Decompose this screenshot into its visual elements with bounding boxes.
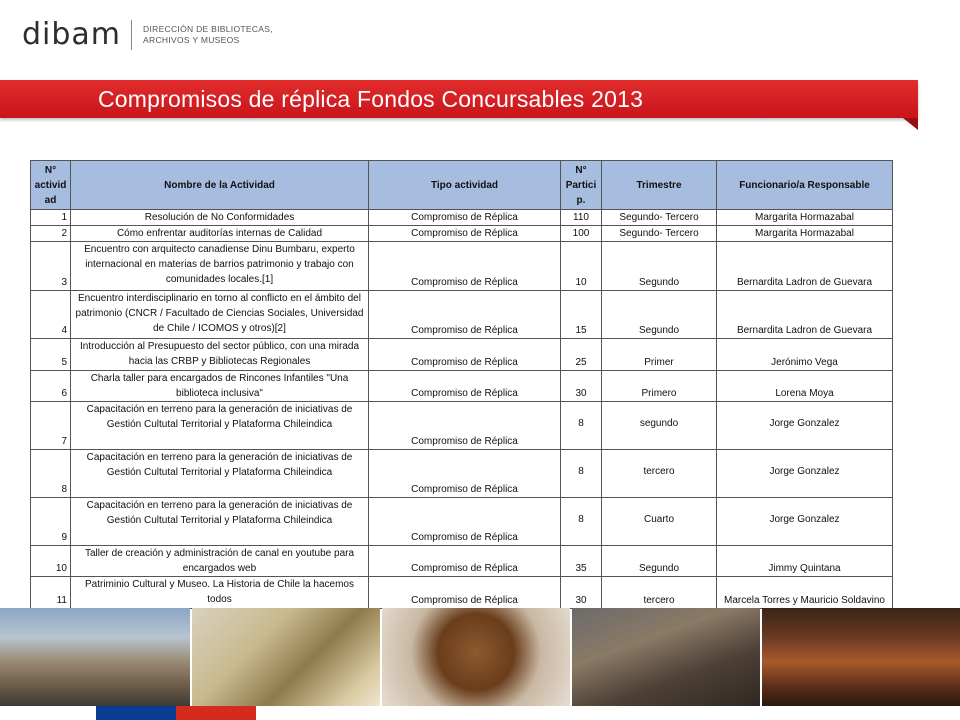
cell-responsable: Marcela Torres y Mauricio Soldavino [717,577,893,609]
title-banner-fold [903,118,918,130]
cell-nombre: Taller de creación y administración de canal en youtube para encargados web [71,546,369,577]
header-num-actividad: N° activid ad [31,161,71,210]
cell-tipo: Compromiso de Réplica [369,291,561,339]
cell-tipo: Compromiso de Réplica [369,210,561,226]
cell-num: 3 [31,242,71,291]
cell-num: 6 [31,371,71,402]
cell-responsable: Bernardita Ladron de Guevara [717,242,893,291]
carved-wood-artifact-photo [382,608,570,706]
dibam-logo [22,18,273,52]
logo-wordmark: dibam [22,17,122,52]
cell-num: 4 [31,291,71,339]
cell-responsable: Jorge Gonzalez [717,450,893,498]
cell-num: 10 [31,546,71,577]
table-row [31,450,893,498]
cell-trimestre: tercero [602,450,717,498]
cell-nombre: Encuentro interdisciplinario en torno al conflicto en el ámbito del patrimonio (CNCR / Facultado de Ciencias Sociales, Universidad de Chile / ICOMOS y otros)[2] [71,291,369,339]
flag-stripe-blue [96,706,176,720]
photo-strip [0,608,960,706]
cell-nombre: Introducción al Presupuesto del sector público, con una mirada hacia las CRBP y Bibliotecas Regionales [71,339,369,371]
header-trimestre: Trimestre [602,161,717,210]
cell-tipo: Compromiso de Réplica [369,402,561,450]
table-header-row [31,161,893,210]
cell-participantes: 8 [561,450,602,498]
cell-nombre: Resolución de No Conformidades [71,210,369,226]
header-nombre-actividad: Nombre de la Actividad [71,161,369,210]
cell-nombre: Capacitación en terreno para la generación de iniciativas de Gestión Cultutal Territorial y Plataforma Chileindica [71,498,369,546]
table-row [31,210,893,226]
cell-participantes: 110 [561,210,602,226]
logo-subtitle-line1: DIRECCIÓN DE BIBLIOTECAS, [143,24,273,34]
cell-nombre: Encuentro con arquitecto canadiense Dinu Bumbaru, experto internacional en materias de barrios patrimonio y trabajo con comunidades locales.[1] [71,242,369,291]
cell-nombre: Capacitación en terreno para la generación de iniciativas de Gestión Cultutal Territorial y Plataforma Chileindica [71,450,369,498]
museum-building-photo [0,608,190,706]
cell-num: 11 [31,577,71,609]
header-tipo-actividad: Tipo actividad [369,161,561,210]
table-row [31,402,893,450]
cell-trimestre: Segundo [602,546,717,577]
table-row [31,339,893,371]
activities-table [30,160,893,609]
cell-trimestre: tercero [602,577,717,609]
cell-tipo: Compromiso de Réplica [369,498,561,546]
cell-tipo: Compromiso de Réplica [369,546,561,577]
religious-painting-photo [762,608,960,706]
cell-trimestre: segundo [602,402,717,450]
cell-responsable: Jorge Gonzalez [717,402,893,450]
header-num-participantes: N° Partici p. [561,161,602,210]
cell-nombre: Patriminio Cultural y Museo. La Historia de Chile la hacemos todos [71,577,369,609]
cell-tipo: Compromiso de Réplica [369,339,561,371]
cell-trimestre: Segundo [602,242,717,291]
cell-nombre: Charla taller para encargados de Rincones Infantiles "Una biblioteca inclusiva" [71,371,369,402]
cell-trimestre: Segundo [602,291,717,339]
flag-stripe-red [176,706,256,720]
logo-subtitle-line2: ARCHIVOS Y MUSEOS [143,35,240,45]
cell-tipo: Compromiso de Réplica [369,242,561,291]
cell-participantes: 100 [561,226,602,242]
logo-subtitle [143,24,273,46]
header-responsable: Funcionario/a Responsable [717,161,893,210]
table-row [31,498,893,546]
table-row [31,226,893,242]
cell-num: 5 [31,339,71,371]
cell-participantes: 25 [561,339,602,371]
cell-participantes: 15 [561,291,602,339]
cell-trimestre: Segundo- Tercero [602,226,717,242]
cell-responsable: Margarita Hormazabal [717,210,893,226]
cell-participantes: 30 [561,577,602,609]
cell-trimestre: Primer [602,339,717,371]
table-row [31,242,893,291]
cell-responsable: Bernardita Ladron de Guevara [717,291,893,339]
cell-participantes: 10 [561,242,602,291]
logo-divider [131,20,132,50]
table-row [31,291,893,339]
cell-trimestre: Cuarto [602,498,717,546]
table-row [31,371,893,402]
cell-trimestre: Segundo- Tercero [602,210,717,226]
table-row [31,577,893,609]
table-row [31,546,893,577]
cell-nombre: Capacitación en terreno para la generación de iniciativas de Gestión Cultutal Territorial y Plataforma Chileindica [71,402,369,450]
cell-tipo: Compromiso de Réplica [369,371,561,402]
cell-participantes: 35 [561,546,602,577]
cell-num: 1 [31,210,71,226]
cell-tipo: Compromiso de Réplica [369,226,561,242]
page-title: Compromisos de réplica Fondos Concursables 2013 [98,86,644,112]
cell-participantes: 8 [561,498,602,546]
cell-responsable: Jerónimo Vega [717,339,893,371]
cell-num: 9 [31,498,71,546]
cell-trimestre: Primero [602,371,717,402]
cell-participantes: 8 [561,402,602,450]
cell-participantes: 30 [561,371,602,402]
cell-responsable: Margarita Hormazabal [717,226,893,242]
archaeology-excavation-photo [572,608,760,706]
cell-num: 8 [31,450,71,498]
cell-responsable: Lorena Moya [717,371,893,402]
cell-responsable: Jorge Gonzalez [717,498,893,546]
cell-num: 2 [31,226,71,242]
painting-document-photo [192,608,380,706]
cell-tipo: Compromiso de Réplica [369,450,561,498]
cell-nombre: Cómo enfrentar auditorías internas de Calidad [71,226,369,242]
cell-num: 7 [31,402,71,450]
cell-responsable: Jimmy Quintana [717,546,893,577]
cell-tipo: Compromiso de Réplica [369,577,561,609]
